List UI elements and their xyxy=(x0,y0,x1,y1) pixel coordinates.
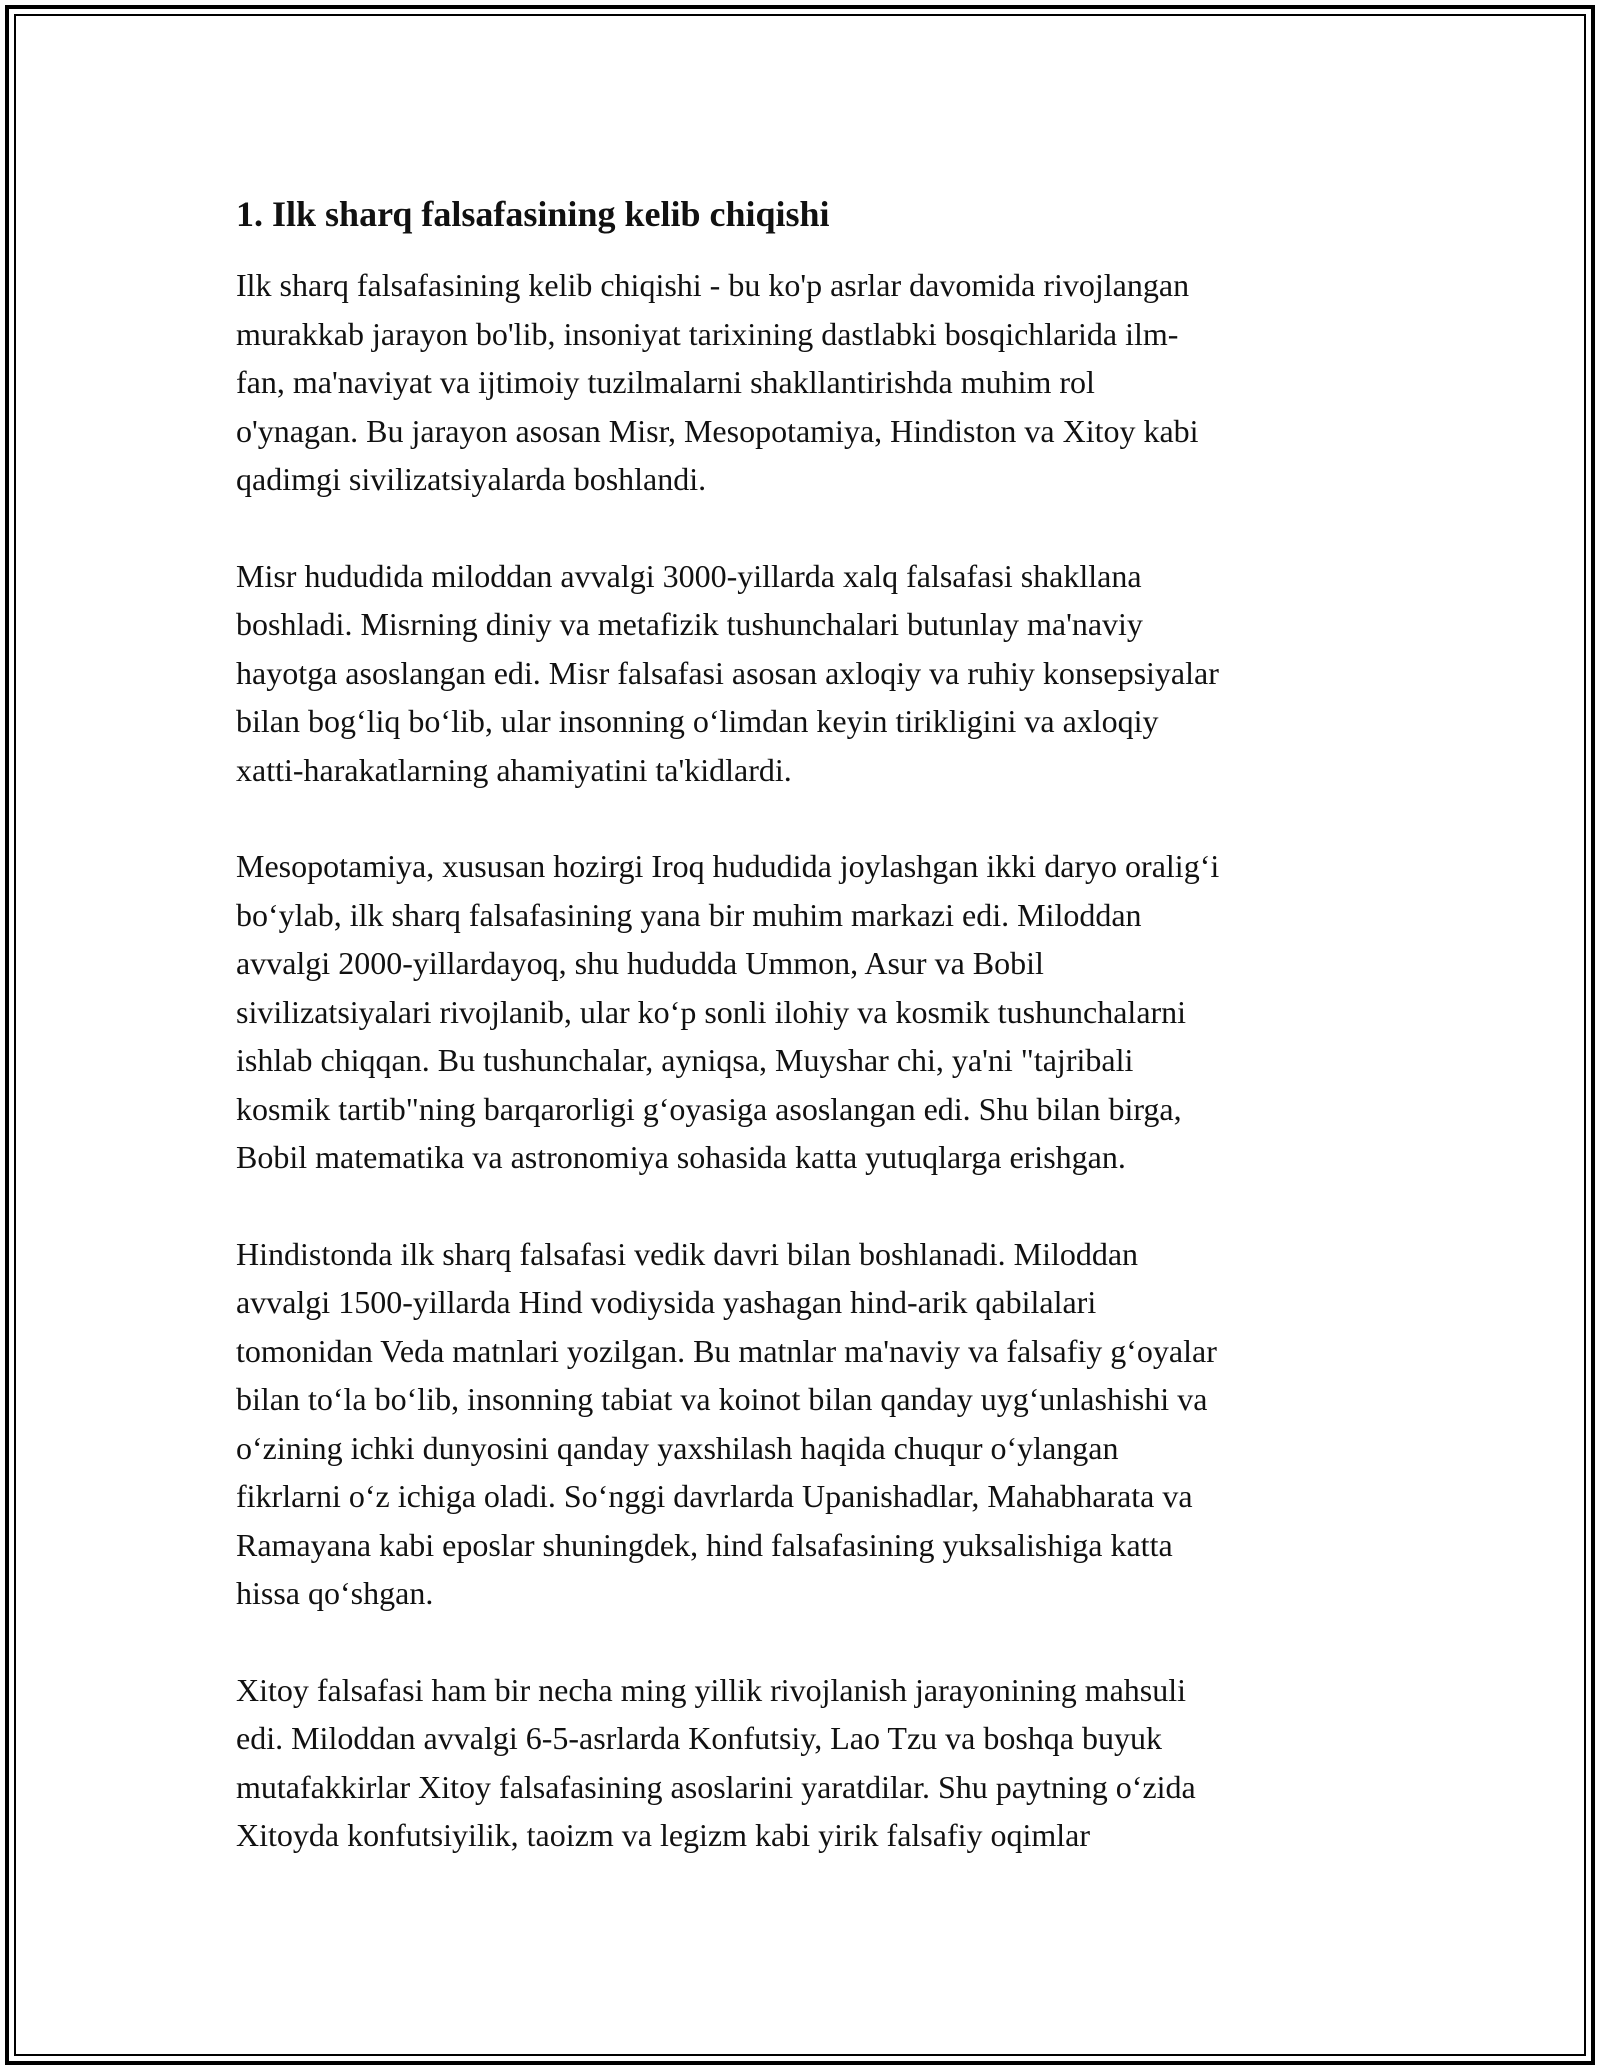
text-line: bilan to‘la bo‘lib, insonning tabiat va koinot bilan qanday uyg‘unlashishi va xyxy=(236,1381,1208,1417)
text-line: hayotga asoslangan edi. Misr falsafasi asosan axloqiy va ruhiy konsepsiyalar xyxy=(236,654,1219,691)
text-line: murakkab jarayon bo'lib, insoniyat tarixining dastlabki bosqichlarida ilm- xyxy=(236,315,1179,352)
text-line: Mesopotamiya, xususan hozirgi Iroq hududida joylashgan ikki daryo oralig‘i xyxy=(236,848,1220,884)
text-line: tomonidan Veda matnlari yozilgan. Bu matnlar ma'naviy va falsafiy g‘oyalar xyxy=(236,1332,1217,1369)
text-line: Ramayana kabi eposlar shuningdek, hind falsafasining yuksalishiga katta xyxy=(236,1526,1173,1563)
text-line: Ilk sharq falsafasining kelib chiqishi - bu ko'p asrlar davomida rivojlangan xyxy=(236,267,1190,303)
text-line: Bobil matematika va astronomiya sohasida katta yutuqlarga erishgan. xyxy=(236,1139,1126,1175)
section-heading: 1. Ilk sharq falsafasining kelib chiqishi xyxy=(236,194,830,234)
text-line: o'ynagan. Bu jarayon asosan Misr, Mesopotamiya, Hindiston va Xitoy kabi xyxy=(236,412,1199,449)
text-line: bilan bog‘liq bo‘lib, ular insonning o‘limdan keyin tirikligini va axloqiy xyxy=(236,703,1159,739)
text-line: o‘zining ichki dunyosini qanday yaxshilash haqida chuqur o‘ylangan xyxy=(236,1429,1119,1466)
text-line: qadimgi sivilizatsiyalarda boshlandi. xyxy=(236,461,707,497)
paragraph-egypt xyxy=(236,552,1366,795)
text-line: Xitoyda konfutsiyilik, taoizm va legizm kabi yirik falsafiy oqimlar xyxy=(236,1817,1091,1853)
paragraph-mesopotamia xyxy=(236,842,1366,1182)
text-line: fan, ma'naviyat va ijtimoiy tuzilmalarni shakllantirishda muhim rol xyxy=(236,364,1095,400)
text-line: mutafakkirlar Xitoy falsafasining asoslarini yaratdilar. Shu paytning o‘zida xyxy=(236,1768,1196,1805)
text-line: avvalgi 1500-yillarda Hind vodiysida yashagan hind-arik qabilalari xyxy=(236,1284,1097,1320)
paragraph-intro xyxy=(236,261,1366,504)
text-line: boshladi. Misrning diniy va metafizik tushunchalari butunlay ma'naviy xyxy=(236,606,1143,642)
text-line: fikrlarni o‘z ichiga oladi. So‘nggi davrlarda Upanishadlar, Mahabharata va xyxy=(236,1478,1193,1514)
paragraph-china xyxy=(236,1666,1366,1860)
document-body xyxy=(236,186,1366,1908)
text-line: bo‘ylab, ilk sharq falsafasining yana bir muhim markazi edi. Miloddan xyxy=(236,896,1142,933)
text-line: avvalgi 2000-yillardayoq, shu hududda Ummon, Asur va Bobil xyxy=(236,945,1044,981)
text-line: sivilizatsiyalari rivojlanib, ular ko‘p sonli ilohiy va kosmik tushunchalarni xyxy=(236,993,1187,1030)
text-line: Misr hududida miloddan avvalgi 3000-yillarda xalq falsafasi shakllana xyxy=(236,557,1142,594)
text-line: kosmik tartib"ning barqarorligi g‘oyasiga asoslangan edi. Shu bilan birga, xyxy=(236,1090,1182,1127)
text-line: xatti-harakatlarning ahamiyatini ta'kidlardi. xyxy=(236,751,792,788)
text-line: edi. Miloddan avvalgi 6-5-asrlarda Konfutsiy, Lao Tzu va boshqa buyuk xyxy=(236,1720,1162,1756)
text-line: Hindistonda ilk sharq falsafasi vedik davri bilan boshlanadi. Miloddan xyxy=(236,1235,1139,1272)
paragraph-india xyxy=(236,1230,1366,1618)
text-line: Xitoy falsafasi ham bir necha ming yillik rivojlanish jarayonining mahsuli xyxy=(236,1671,1187,1708)
text-line: ishlab chiqqan. Bu tushunchalar, ayniqsa, Muyshar chi, ya'ni "tajribali xyxy=(236,1042,1134,1078)
text-line: hissa qo‘shgan. xyxy=(236,1575,434,1611)
